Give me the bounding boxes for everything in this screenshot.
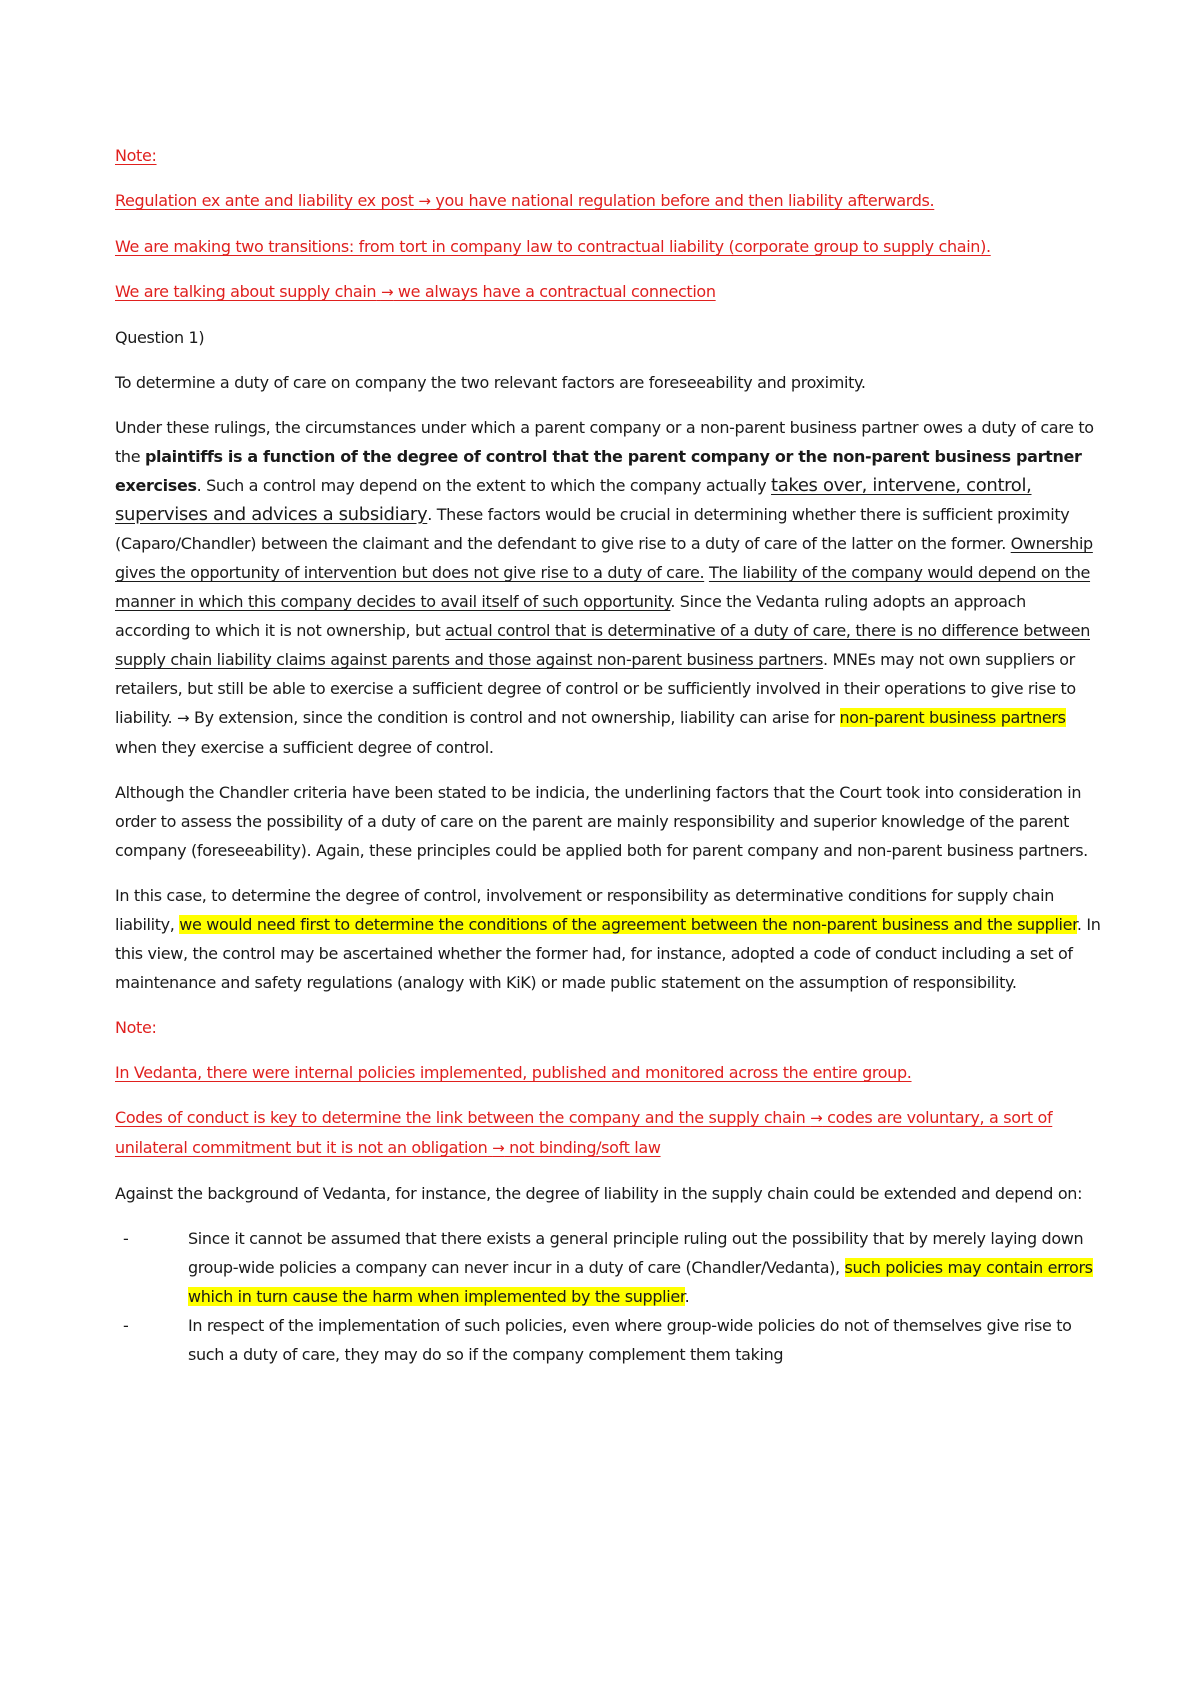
paragraph-duty-of-care: To determine a duty of care on company the two relevant factors are foreseeability and proximity. [115, 373, 866, 392]
arrow-icon: → [492, 1139, 505, 1157]
underlined-phrase: The liability of the company would depend on the manner in which this company decides to avail itself of such opportunity [115, 563, 1091, 611]
arrow-icon: → [176, 709, 190, 727]
note-heading-2: Note: [115, 1018, 157, 1037]
underlined-phrase: Ownership gives the opportunity of intervention but does not give rise to a duty of care. [115, 534, 1093, 582]
list-item: - In respect of the implementation of such policies, even where group-wide policies do not of themselves give rise to such a duty of care, they may do so if the company complement them taking [115, 1311, 1104, 1369]
arrow-icon: → [418, 192, 431, 210]
arrow-icon: → [810, 1109, 823, 1127]
note-supply-chain: We are talking about supply chain → we always have a contractual connection [115, 282, 716, 301]
note-regulation: Regulation ex ante and liability ex post → you have national regulation before and then liability afterwards. [115, 191, 935, 210]
paragraph-control: Under these rulings, the circumstances under which a parent company or a non-parent business partner owes a duty of care to the plaintiffs is a function of the degree of control that the parent company or the non-parent business partner exercises. Such a control may depend on the extent to which the company actually takes over, intervene, control, supervises and advices a subsidiary. These factors would be crucial in determining whether there is sufficient proximity (Caparo/Chandler) between the claimant and the defendant to give rise to a duty of care of the latter on the former. Ownership gives the opportunity of intervention but does not give rise to a duty of care. The liability of the company would depend on the manner in which this company decides to avail itself of such opportunity. Since the Vedanta ruling adopts an approach according to which it is not ownership, but actual control that is determinative of a duty of care, there is no difference between supply chain liability claims against parents and those against non-parent business partners. MNEs may not own suppliers or retailers, but still be able to exercise a sufficient degree of control or be sufficiently involved in their operations to give rise to liability. → By extension, since the condition is control and not ownership, liability can arise for non-parent business partners when they exercise a sufficient degree of control. [115, 418, 1094, 757]
paragraph-agreement: In this case, to determine the degree of control, involvement or responsibility as determinative conditions for supply chain liability, we would need first to determine the conditions of the agreement between the non-parent business and the supplier. In this view, the control may be ascertained whether the former had, for instance, adopted a code of conduct including a set of maintenance and safety regulations (analogy with KiK) or made public statement on the assumption of responsibility. [115, 886, 1101, 992]
note-heading: Note: [115, 146, 157, 165]
note-vedanta: In Vedanta, there were internal policies implemented, published and monitored across the entire group. [115, 1063, 912, 1082]
list-item: - Since it cannot be assumed that there exists a general principle ruling out the possibility that by merely laying down group-wide policies a company can never incur in a duty of care (Chandler/Vedanta), such policies may contain errors which in turn cause the harm when implemented by the supplier. [115, 1224, 1104, 1311]
paragraph-chandler: Although the Chandler criteria have been stated to be indicia, the underlining factors that the Court took into consideration in order to assess the possibility of a duty of care on the parent are mainly responsibility and superior knowledge of the parent company (foreseeability). Again, these principles could be applied both for parent company and non-parent business partners. [115, 783, 1088, 860]
dash-bullet: - [123, 1229, 129, 1248]
note-transitions: We are making two transitions: from tort in company law to contractual liability (corporate group to supply chain). [115, 237, 991, 256]
highlighted-phrase: such policies may contain errors which in turn cause the harm when implemented by the supplier [188, 1258, 1093, 1306]
highlighted-phrase: we would need first to determine the conditions of the agreement between the non-parent business and the supplier [179, 915, 1077, 934]
arrow-icon: → [380, 283, 394, 301]
highlighted-phrase: non-parent business partners [839, 708, 1066, 727]
dash-bullet: - [123, 1316, 129, 1335]
dash-list [115, 1224, 1104, 1369]
bold-phrase: plaintiffs is a function of the degree of control that the parent company or the non-parent business partner exercises [115, 447, 1082, 495]
note-codes: Codes of conduct is key to determine the link between the company and the supply chain → codes are voluntary, a sort of unilateral commitment but it is not an obligation → not binding/soft law [115, 1108, 1053, 1157]
underlined-phrase: takes over, intervene, control, supervises and advices a subsidiary [115, 475, 1032, 525]
question-heading: Question 1) [115, 328, 205, 347]
underlined-phrase: actual control that is determinative of a duty of care, there is no difference between supply chain liability claims against parents and those against non-parent business partners [115, 621, 1090, 669]
paragraph-background: Against the background of Vedanta, for instance, the degree of liability in the supply chain could be extended and depend on: [115, 1184, 1083, 1203]
